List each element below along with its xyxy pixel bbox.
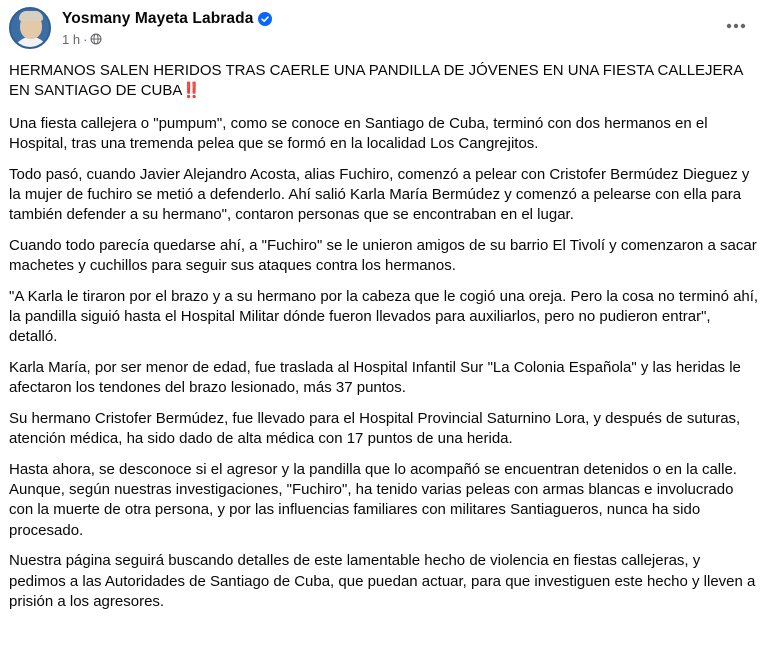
double-exclamation-emoji: ‼️ xyxy=(182,82,200,100)
post-paragraph-5: Karla María, por ser menor de edad, fue traslada al Hospital Infantil Sur "La Colonia Española" y las heridas le afectaron los tendones del brazo lesionado, más 37 puntos. xyxy=(9,358,741,397)
post-paragraph-2: Todo pasó, cuando Javier Alejandro Acosta, alias Fuchiro, comenzó a pelear con Cristofer Bermúdez Dieguez y la mujer de fuchiro se metió a defenderlo. Ahí salió Karla María Bermúdez y comenzó a pelearse con ella para también defender a su hermano", contaron personas que se encontraban en el lugar. xyxy=(9,165,750,224)
more-options-icon[interactable] xyxy=(724,14,748,38)
post-headline xyxy=(9,61,761,102)
post-paragraph-8: Nuestra página seguirá buscando detalles de este lamentable hecho de violencia en fiestas callejeras, y pedimos a las Autoridades de Santiago de Cuba, que puedan actuar, para que investiguen este hecho y lleven a prisión a los agresores. xyxy=(9,552,756,610)
post-paragraph-1: Una fiesta callejera o "pumpum", como se conoce en Santiago de Cuba, terminó con dos hermanos en el Hospital, tras una tremenda pelea que se formó en la localidad Los Cangrejitos. xyxy=(9,114,708,153)
verified-badge-icon xyxy=(258,12,272,26)
post-subtitle xyxy=(62,30,272,48)
post-paragraph-4: "A Karla le tiraron por el brazo y a su hermano por la cabeza que le cogió una oreja. Pero la cosa no terminó ahí, la pandilla siguió hasta el Hospital Militar dónde fueron llevados para auxiliarlos, pero no pudieron entrar", detalló. xyxy=(9,287,759,346)
post-timestamp[interactable]: 1 h xyxy=(62,31,81,47)
avatar-hair xyxy=(19,11,43,21)
avatar[interactable] xyxy=(9,7,51,49)
post-header xyxy=(9,6,272,50)
post-body xyxy=(9,61,761,622)
headline-text: HERMANOS SALEN HERIDOS TRAS CAERLE UNA PANDILLA DE JÓVENES EN UNA FIESTA CALLEJERA EN SANTIAGO DE CUBA xyxy=(9,62,743,100)
author-row xyxy=(62,8,272,30)
post-paragraph-6: Su hermano Cristofer Bermúdez, fue llevado para el Hospital Provincial Saturnino Lora, y después de suturas, atención médica, ha sido dado de alta médica con 17 puntos de una herida. xyxy=(9,409,741,448)
post-paragraph-7: Hasta ahora, se desconoce si el agresor y la pandilla que lo acompañó se encuentran detenidos o en la calle. Aunque, según nuestras investigaciones, "Fuchiro", ha tenido varias peleas con armas blancas e involucrado con la muerte de otra persona, y por las influencias familiares con militares Santiagueros, nunca ha sido procesado. xyxy=(9,460,737,539)
globe-icon[interactable] xyxy=(90,33,102,45)
post-paragraph-3: Cuando todo parecía quedarse ahí, a "Fuchiro" se le unieron amigos de su barrio El Tivolí y comenzaron a sacar machetes y cuchillos para seguir sus ataques contra los hermanos. xyxy=(9,236,757,275)
ellipsis-icon xyxy=(726,23,746,29)
post-meta xyxy=(62,8,272,48)
separator-dot: · xyxy=(83,31,88,47)
author-name[interactable]: Yosmany Mayeta Labrada xyxy=(62,10,254,27)
